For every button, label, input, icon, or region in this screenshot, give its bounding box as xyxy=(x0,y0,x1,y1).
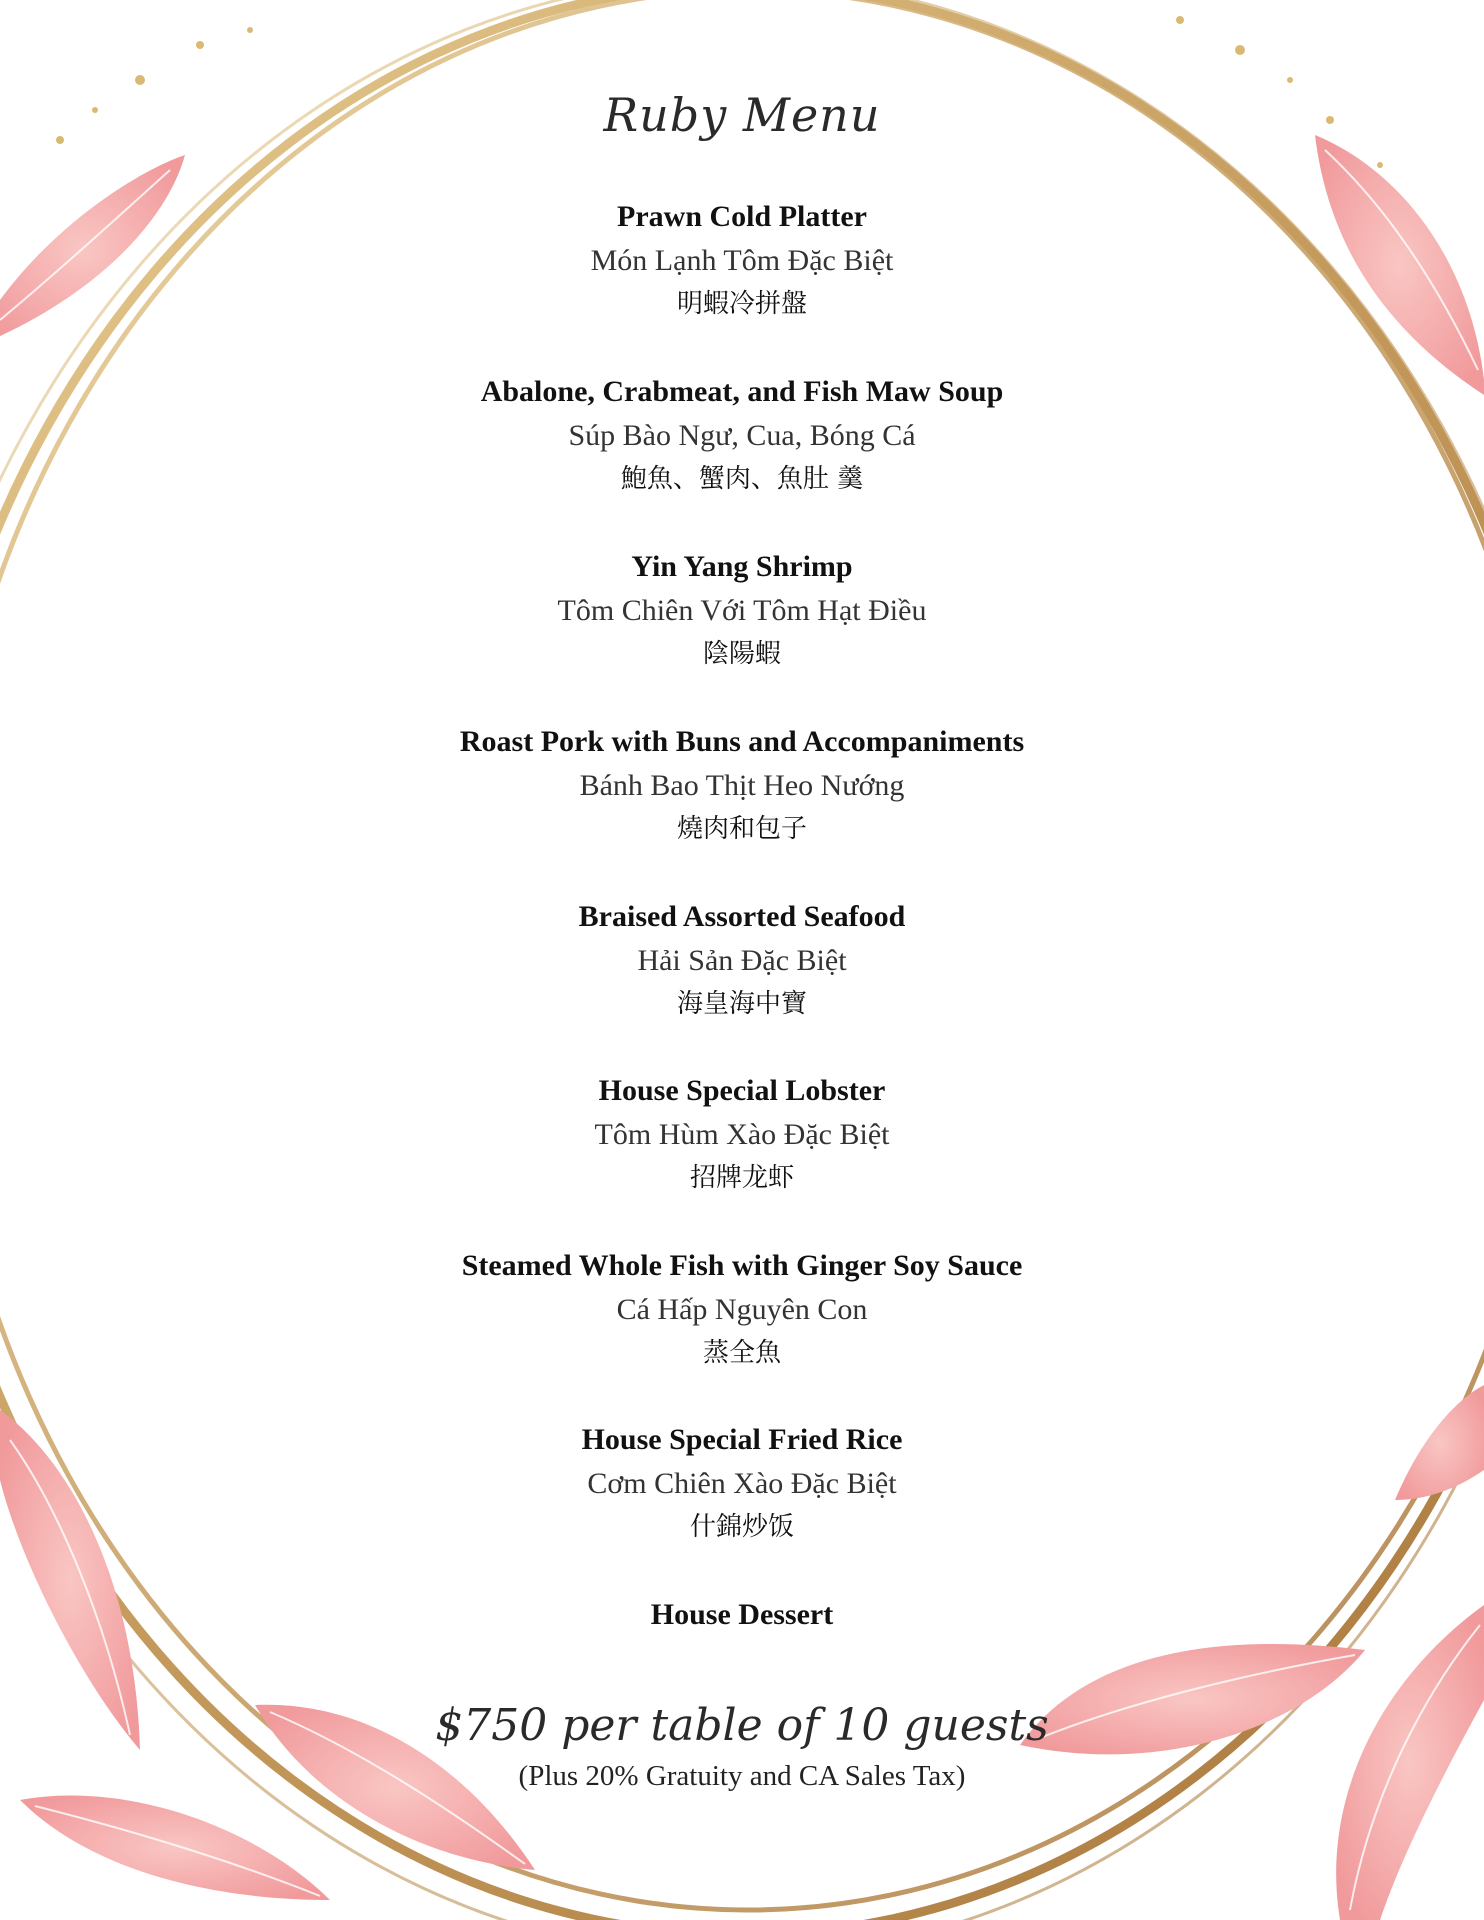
course-name-zh: 什錦炒饭 xyxy=(689,1512,794,1542)
course-item xyxy=(0,370,1484,500)
course-name-vi: Cá Hấp Nguyên Con xyxy=(616,1293,868,1326)
course-name-vi: Súp Bào Ngư, Cua, Bóng Cá xyxy=(568,419,916,452)
petal-bottom-left-3 xyxy=(20,1796,330,1900)
course-name-en: House Dessert xyxy=(650,1598,834,1631)
course-item xyxy=(0,545,1484,675)
course-item xyxy=(0,1244,1484,1374)
price-line: $750 per table of 10 guests xyxy=(435,1700,1049,1751)
course-name-en: Roast Pork with Buns and Accompaniments xyxy=(459,725,1025,758)
course-name-en: House Special Fried Rice xyxy=(581,1423,903,1456)
course-name-vi: Bánh Bao Thịt Heo Nướng xyxy=(579,769,905,802)
course-item xyxy=(0,720,1484,850)
course-name-vi: Cơm Chiên Xào Đặc Biệt xyxy=(587,1467,897,1500)
course-name-zh: 燒肉和包子 xyxy=(676,814,807,844)
course-item xyxy=(0,1418,1484,1548)
course-name-en: House Special Lobster xyxy=(598,1074,886,1107)
course-name-vi: Tôm Chiên Với Tôm Hạt Điều xyxy=(557,594,927,627)
course-name-vi: Hải Sản Đặc Biệt xyxy=(637,944,847,977)
course-name-zh: 蒸全魚 xyxy=(702,1338,781,1368)
course-name-vi: Món Lạnh Tôm Đặc Biệt xyxy=(590,244,894,277)
course-name-zh: 鮑魚、蟹肉、魚肚 羹 xyxy=(620,464,864,494)
course-name-en: Abalone, Crabmeat, and Fish Maw Soup xyxy=(480,375,1004,408)
course-name-zh: 陰陽蝦 xyxy=(702,639,781,669)
course-name-en: Steamed Whole Fish with Ginger Soy Sauce xyxy=(461,1249,1023,1282)
course-item xyxy=(0,195,1484,325)
course-name-vi: Tôm Hùm Xào Đặc Biệt xyxy=(594,1118,890,1151)
course-item xyxy=(0,895,1484,1025)
course-name-zh: 海皇海中寶 xyxy=(676,989,807,1019)
menu-title: Ruby Menu xyxy=(603,88,881,142)
course-name-en: Braised Assorted Seafood xyxy=(578,900,906,933)
course-item xyxy=(0,1593,1484,1637)
course-item xyxy=(0,1069,1484,1199)
course-name-en: Prawn Cold Platter xyxy=(617,200,867,233)
course-name-en: Yin Yang Shrimp xyxy=(631,550,853,583)
course-name-zh: 招牌龙虾 xyxy=(689,1163,794,1193)
course-name-zh: 明蝦冷拼盤 xyxy=(676,289,807,319)
price-note: (Plus 20% Gratuity and CA Sales Tax) xyxy=(518,1760,966,1792)
